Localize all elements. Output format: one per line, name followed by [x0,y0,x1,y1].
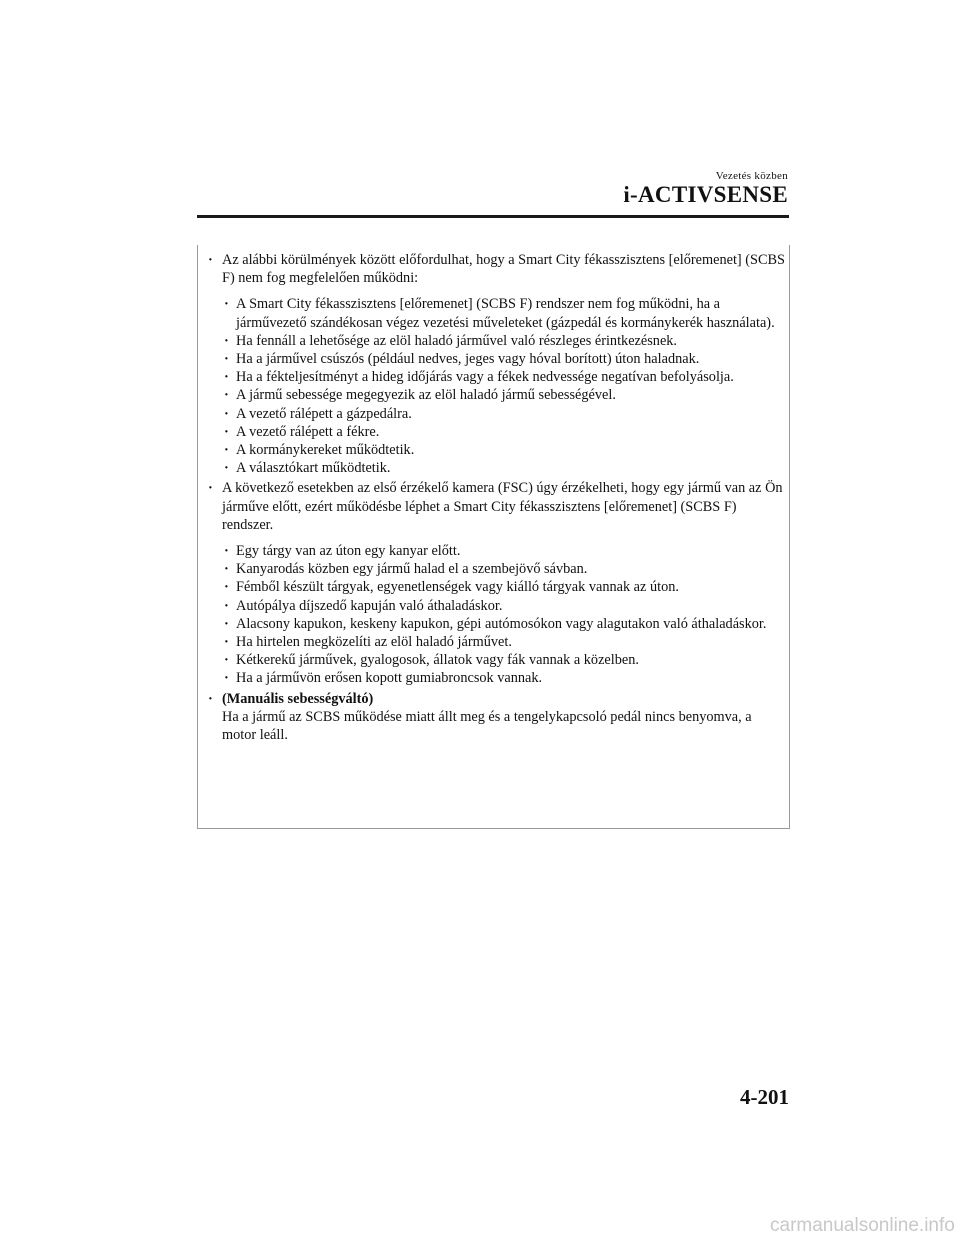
bullet-dot: · [224,634,229,651]
page-number: 4-201 [740,1085,789,1109]
running-head: Vezetés közben [715,170,788,182]
list-item [224,633,788,651]
section-title: i-ACTIVSENSE [623,182,788,207]
bullet-dot: · [208,690,213,707]
bullet-text: Fémből készült tárgyak, egyenetlenségek vagy kiálló tárgyak vannak az úton. [236,579,679,596]
bullet-dot: · [224,670,229,687]
list-item [224,386,788,404]
bullet-dot: · [224,615,229,632]
bullet-text: Alacsony kapukon, keskeny kapukon, gépi autómosókon vagy alagutakon való áthaladáskor. [236,615,767,632]
list-item [224,295,788,331]
list-item [224,578,788,596]
caution-content [208,251,788,744]
bullet-dot: · [224,296,229,313]
bullet-text: Ha a jármű az SCBS működése miatt állt meg és a tengelykapcsoló pedál nincs benyomva, a motor leáll. [222,708,752,744]
list-item [224,405,788,423]
list-item [224,423,788,441]
bullet-text: A választókart működtetik. [236,460,391,477]
bullet-text: Ha a járművel csúszós (például nedves, jeges vagy hóval borított) úton haladnak. [236,351,700,368]
bullet-dot: · [224,332,229,349]
bullet-text: A Smart City fékasszisztens [előremenet] (SCBS F) rendszer nem fog működni, ha a járművezető szándékosan végez vezetési műveleteket (gázpedál és kormánykerék használata). [236,296,775,331]
list-item [224,597,788,615]
bullet-dot: · [224,369,229,386]
bullet-dot: · [224,387,229,404]
bullet-dot: · [224,351,229,368]
bullet-dot: · [224,652,229,669]
bullet-heading: (Manuális sebességváltó) [222,690,374,707]
bullet-dot: · [224,597,229,614]
bullet-dot: · [224,579,229,596]
bullet-dot: · [208,480,213,497]
bullet-text: Ha fennáll a lehetősége az elöl haladó járművel való részleges érintkezésnek. [236,332,678,349]
bullet-dot: · [224,460,229,477]
header-rule [197,215,789,218]
bullet-dot: · [224,423,229,440]
bullet-text: Egy tárgy van az úton egy kanyar előtt. [236,543,461,560]
bullet-text: A vezető rálépett a gázpedálra. [236,405,412,422]
list-item [224,560,788,578]
list-item [224,332,788,350]
list-item [208,690,788,745]
list-item [224,615,788,633]
list-item [224,441,788,459]
bullet-dot: · [224,442,229,459]
list-item [224,669,788,687]
bullet-text: Az alábbi körülmények között előfordulhat, hogy a Smart City fékasszisztens [előremenet] (SCBS F) nem fog megfelelően működni: [222,252,786,287]
sub-list [208,542,788,688]
bullet-dot: · [224,405,229,422]
list-item [224,368,788,386]
bullet-text: Ha a járművön erősen kopott gumiabroncsok vannak. [236,670,543,687]
sub-list [208,295,788,477]
bullet-text: Ha a fékteljesítményt a hideg időjárás vagy a fékek nedvessége negatívan befolyásolja. [236,369,734,386]
list-item [224,651,788,669]
list-item [208,479,788,534]
bullet-text: Autópálya díjszedő kapuján való áthaladáskor. [236,597,503,614]
bullet-text: A kormánykereket működtetik. [236,442,415,459]
list-item [224,350,788,368]
bullet-text: Ha hirtelen megközelíti az elöl haladó járművet. [236,634,512,651]
bullet-text: A vezető rálépett a fékre. [236,423,380,440]
list-item [208,251,788,287]
list-item [224,542,788,560]
list-item [224,459,788,477]
bullet-dot: · [224,561,229,578]
bullet-text: A következő esetekben az első érzékelő kamera (FSC) úgy érzékelheti, hogy egy jármű van az Ön járműve előtt, ezért működésbe léphet a Smart City fékasszisztens [előremenet] (SCBS F) rendszer. [222,480,783,533]
bullet-text: A jármű sebessége megegyezik az elöl haladó jármű sebességével. [236,387,616,404]
bullet-text: Kanyarodás közben egy jármű halad el a szembejövő sávban. [236,561,588,578]
bullet-dot: · [224,543,229,560]
bullet-dot: · [208,252,213,268]
bullet-text: Kétkerekű járművek, gyalogosok, állatok vagy fák vannak a közelben. [236,652,639,669]
watermark: carmanualsonline.info [770,1215,955,1236]
